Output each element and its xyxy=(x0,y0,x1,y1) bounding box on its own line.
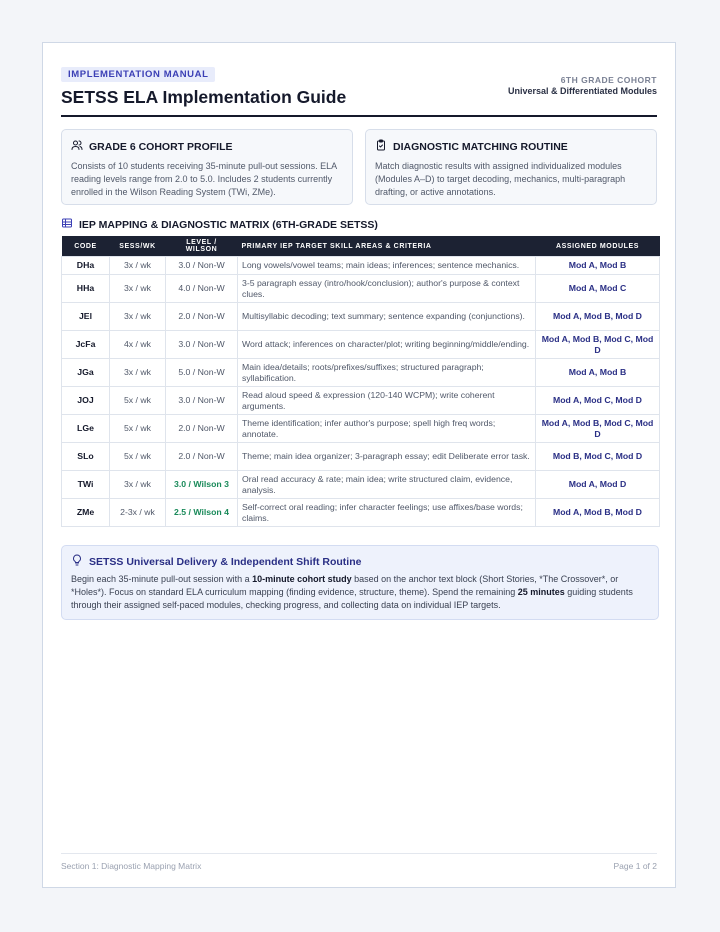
assigned-modules-cell: Mod A, Mod C xyxy=(536,275,660,303)
diagnostic-routine-card xyxy=(365,129,657,205)
table-header-row xyxy=(62,236,660,257)
table-row xyxy=(62,471,660,499)
cohort-subtitle: Universal & Differentiated Modules xyxy=(507,86,657,96)
table-row xyxy=(62,415,660,443)
student-code-cell: JEl xyxy=(62,303,110,331)
sessions-cell: 3x / wk xyxy=(110,275,166,303)
student-code-cell: DHa xyxy=(62,257,110,275)
sessions-cell: 5x / wk xyxy=(110,443,166,471)
document-page xyxy=(42,42,676,888)
student-code-cell: JcFa xyxy=(62,331,110,359)
sessions-cell: 5x / wk xyxy=(110,387,166,415)
callout-title: SETSS Universal Delivery & Independent Shift Routine xyxy=(89,555,362,568)
sessions-cell: 2-3x / wk xyxy=(110,499,166,527)
level-cell: 2.0 / Non-W xyxy=(166,415,238,443)
skill-areas-cell: Oral read accuracy & rate; main idea; write structured claim, evidence, analysis. xyxy=(238,471,536,499)
users-icon xyxy=(71,139,83,154)
student-code-cell: SLo xyxy=(62,443,110,471)
sessions-cell: 5x / wk xyxy=(110,415,166,443)
student-code-cell: JOJ xyxy=(62,387,110,415)
skill-areas-cell: Read aloud speed & expression (120-140 WCPM); write coherent arguments. xyxy=(238,387,536,415)
table-row xyxy=(62,331,660,359)
table-row xyxy=(62,275,660,303)
level-cell: 2.0 / Non-W xyxy=(166,443,238,471)
sessions-cell: 3x / wk xyxy=(110,471,166,499)
student-code-cell: JGa xyxy=(62,359,110,387)
column-header-modules: ASSIGNED MODULES xyxy=(536,236,660,257)
table-row xyxy=(62,359,660,387)
table-row xyxy=(62,303,660,331)
table-row xyxy=(62,257,660,275)
assigned-modules-cell: Mod A, Mod D xyxy=(536,471,660,499)
assigned-modules-cell: Mod A, Mod B, Mod C, Mod D xyxy=(536,331,660,359)
student-code-cell: TWi xyxy=(62,471,110,499)
header-divider xyxy=(61,115,657,117)
level-cell: 4.0 / Non-W xyxy=(166,275,238,303)
assigned-modules-cell: Mod B, Mod C, Mod D xyxy=(536,443,660,471)
column-header-level: LEVEL / WILSON xyxy=(166,236,238,257)
level-cell: 3.0 / Non-W xyxy=(166,331,238,359)
sessions-cell: 3x / wk xyxy=(110,359,166,387)
skill-areas-cell: Word attack; inferences on character/plot; writing beginning/middle/ending. xyxy=(238,331,536,359)
assigned-modules-cell: Mod A, Mod B, Mod D xyxy=(536,499,660,527)
diagnostic-routine-body: Match diagnostic results with assigned individualized modules (Modules A–D) to target decoding, mechanics, multi-paragraph drafting, or active annotations. xyxy=(375,161,626,197)
callout-body: Begin each 35-minute pull-out session with a 10-minute cohort study based on the anchor text block (Short Stories, *The Crossover*, or *Holes*). Focus on standard ELA curriculum mapping (finding evidence, structure, theme). Spend the remaining 25 minutes guiding students through their assigned self-paced modules, checking progress, and collecting data on individual IEP targets. xyxy=(71,574,633,610)
column-header-sessions: SESS/WK xyxy=(110,236,166,257)
level-cell: 3.0 / Wilson 3 xyxy=(166,471,238,499)
clipboard-check-icon xyxy=(375,139,387,154)
student-code-cell: ZMe xyxy=(62,499,110,527)
footer-divider xyxy=(61,853,657,854)
sessions-cell: 4x / wk xyxy=(110,331,166,359)
iep-matrix-table xyxy=(61,236,660,527)
delivery-routine-callout xyxy=(61,545,659,620)
cohort-profile-body: Consists of 10 students receiving 35-minute pull-out sessions. ELA reading levels range from 2.0 to 5.0. Includes 2 students currently enrolled in the Wilson Reading System (TWi, ZMe). xyxy=(71,161,337,197)
table-icon xyxy=(61,217,73,232)
level-cell: 3.0 / Non-W xyxy=(166,257,238,275)
skill-areas-cell: Main idea/details; roots/prefixes/suffixes; structured paragraph; syllabification. xyxy=(238,359,536,387)
column-header-code: CODE xyxy=(62,236,110,257)
level-cell: 2.0 / Non-W xyxy=(166,303,238,331)
sessions-cell: 3x / wk xyxy=(110,303,166,331)
level-cell: 2.5 / Wilson 4 xyxy=(166,499,238,527)
sessions-cell: 3x / wk xyxy=(110,257,166,275)
cohort-profile-title: GRADE 6 COHORT PROFILE xyxy=(89,140,233,153)
level-cell: 3.0 / Non-W xyxy=(166,387,238,415)
column-header-skills: PRIMARY IEP TARGET SKILL AREAS & CRITERIA xyxy=(238,236,536,257)
assigned-modules-cell: Mod A, Mod B, Mod C, Mod D xyxy=(536,415,660,443)
skill-areas-cell: Self-correct oral reading; infer character feelings; use affixes/base words; claims. xyxy=(238,499,536,527)
footer-section-label: Section 1: Diagnostic Mapping Matrix xyxy=(61,861,202,871)
student-code-cell: HHa xyxy=(62,275,110,303)
level-cell: 5.0 / Non-W xyxy=(166,359,238,387)
skill-areas-cell: Multisyllabic decoding; text summary; sentence expanding (conjunctions). xyxy=(238,303,536,331)
assigned-modules-cell: Mod A, Mod B xyxy=(536,257,660,275)
cohort-profile-card xyxy=(61,129,353,205)
skill-areas-cell: Long vowels/vowel teams; main ideas; inferences; sentence mechanics. xyxy=(238,257,536,275)
skill-areas-cell: Theme; main idea organizer; 3-paragraph essay; edit Deliberate error task. xyxy=(238,443,536,471)
page-title: SETSS ELA Implementation Guide xyxy=(61,87,347,107)
manual-tag: IMPLEMENTATION MANUAL xyxy=(61,67,215,82)
skill-areas-cell: Theme identification; infer author's purpose; spell high freq words; annotate. xyxy=(238,415,536,443)
footer-page-number: Page 1 of 2 xyxy=(613,861,657,871)
table-row xyxy=(62,443,660,471)
table-row xyxy=(62,499,660,527)
table-row xyxy=(62,387,660,415)
assigned-modules-cell: Mod A, Mod B, Mod D xyxy=(536,303,660,331)
matrix-title: IEP MAPPING & DIAGNOSTIC MATRIX (6TH-GRADE SETSS) xyxy=(79,218,378,231)
lightbulb-icon xyxy=(71,554,83,569)
assigned-modules-cell: Mod A, Mod C, Mod D xyxy=(536,387,660,415)
skill-areas-cell: 3-5 paragraph essay (intro/hook/conclusion); author's purpose & context clues. xyxy=(238,275,536,303)
cohort-label: 6TH GRADE COHORT xyxy=(560,75,657,85)
student-code-cell: LGe xyxy=(62,415,110,443)
matrix-section-heading xyxy=(61,217,378,232)
assigned-modules-cell: Mod A, Mod B xyxy=(536,359,660,387)
diagnostic-routine-title: DIAGNOSTIC MATCHING ROUTINE xyxy=(393,140,568,153)
